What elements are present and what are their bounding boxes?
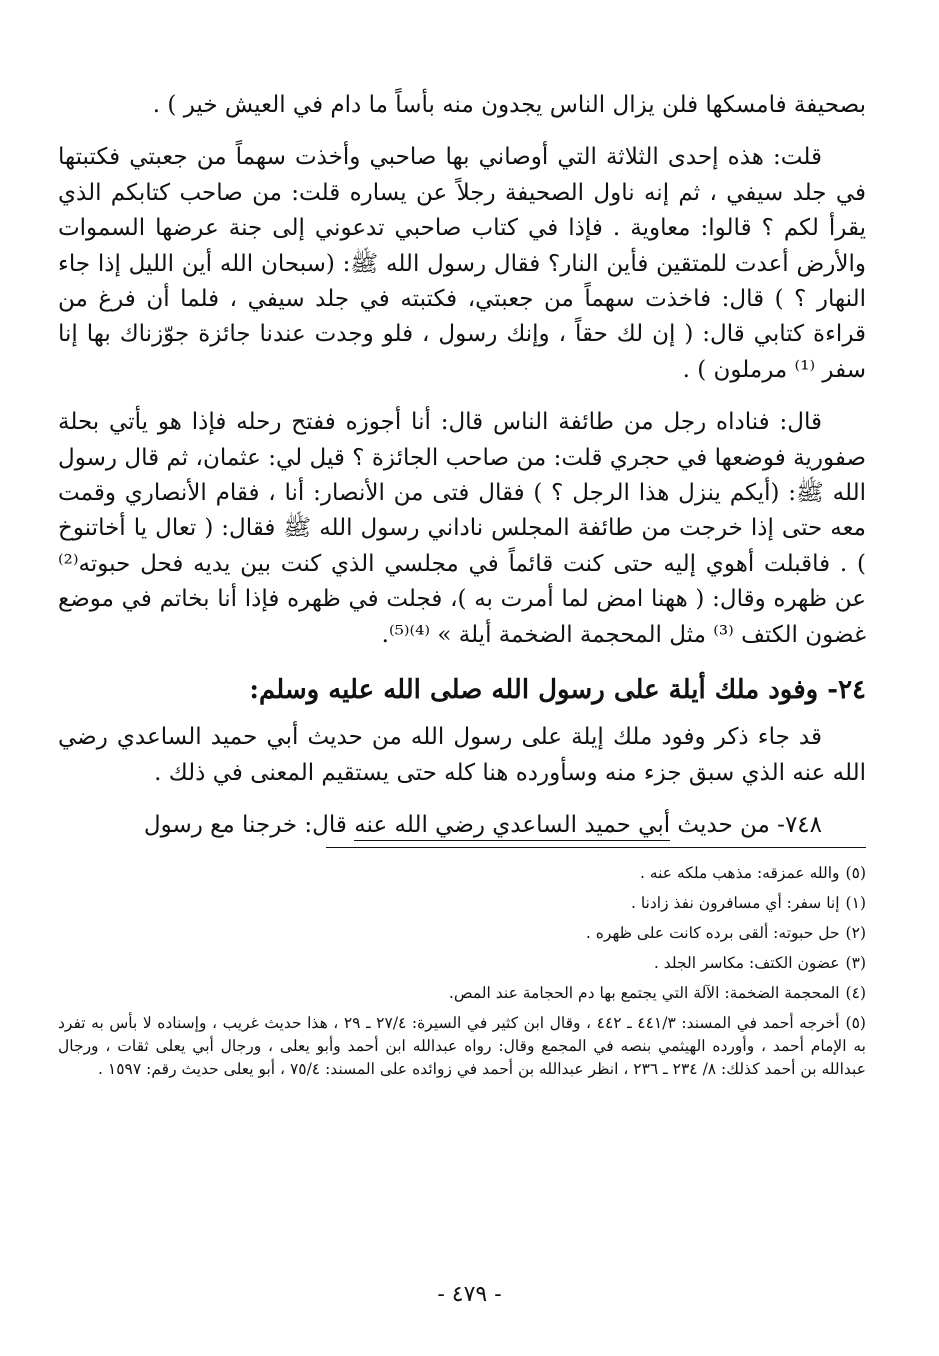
- footnote-text: والله عمزقه: مذهب ملكه عنه .: [639, 863, 840, 882]
- section-heading: ٢٤- وفود ملك أيلة على رسول الله صلى الله عليه وسلم:: [249, 675, 866, 706]
- footnote-divider: [326, 847, 866, 848]
- footnote-number: (٥): [845, 1013, 866, 1032]
- hadith-underlined: أبي حميد الساعدي رضي الله عنه: [354, 812, 670, 841]
- footnote: [58, 948, 866, 978]
- footnote-text: عضون الكتف: مكاسر الجلد .: [653, 953, 840, 972]
- paragraph-body: قال: فناداه رجل من طائفة الناس قال: أنا أجوزه ففتح رحله فإذا هو يأتي بحلة صفورية فوضعها في حجري قلت: من صاحب الجائزة ؟ قيل لي: عثمان، ثم قال رسول الله ﷺ: (أيكم ينزل هذا الرجل ؟ ) فقال فتى من الأنصار: أنا ، فقام الأنصاري وقمت معه حتى إذا خرجت من طائفة المجلس ناداني رسول الله ﷺ فقال: ( تعال يا أخاتنوخ ) . فاقبلت أهوي إليه حتى كنت قائماً في مجلسي الذي كنت بين يديه فحل حبوته⁽²⁾ عن ظهره وقال: ( ههنا امض لما أمرت به )، فجلت في ظهره فإذا أنا بخاتم في موضع غضون الكتف ⁽³⁾ مثل المحجمة الضخمة أيلة » ⁽⁴⁾⁽⁵⁾.: [58, 409, 866, 648]
- footnote-number: (٥): [845, 863, 866, 882]
- page-body: [58, 88, 866, 1081]
- paragraph-body: قلت: هذه إحدى الثلاثة التي أوصاني بها صاحبي وأخذت سهماً من جعبتي فكتبتها في جلد سيفي ، ثم إنه ناول الصحيفة رجلاً عن يساره قلت: من صاحب كتابكم الذي يقرأ لكم ؟ قالوا: معاوية . فإذا في كتاب صاحبي تدعوني إلى جنة عرضها السموات والأرض أعدت للمتقين فأين النار؟ فقال رسول الله ﷺ: (سبحان الله أين الليل إذا جاء النهار ؟ ) قال: فاخذت سهماً من جعبتي، فكتبته في جلد سيفي ، فلما أن فرغ من قراءة كتابي قال: ( إن لك حقاً ، وإنك رسول ، فلو وجدت عندنا جائزة جوّزناك بها إنا سفر ⁽¹⁾ مرملون ) .: [58, 144, 866, 383]
- footnote: [58, 1012, 866, 1081]
- footnote-number: (٢): [845, 923, 866, 942]
- footnote-text: إنا سفر: أي مسافرون نفذ زادنا .: [630, 893, 840, 912]
- footnotes: [58, 858, 866, 1081]
- intro-paragraph: قد جاء ذكر وفود ملك إيلة على رسول الله من حديث أبي حميد الساعدي رضي الله عنه الذي سبق جزء منه وسأورده هنا كله حتى يستقيم المعنى في ذلك .: [58, 724, 866, 786]
- footnote-number: (١): [845, 893, 866, 912]
- footnote: [58, 918, 866, 948]
- footnote-text: المحجمة الضخمة: الآلة التي يجتمع بها دم الحجامة عند المص.: [448, 983, 840, 1002]
- footnote-text: حل حبوته: ألقى برده كانت على ظهره .: [585, 923, 840, 942]
- footnote: [58, 858, 866, 888]
- footnote: [58, 888, 866, 918]
- page-number: - ٤٧٩ -: [437, 1282, 502, 1307]
- footnote-number: (٤): [845, 983, 866, 1002]
- hadith-lead: ٧٤٨- من حديث: [670, 811, 822, 838]
- footnote: [58, 978, 866, 1008]
- paragraph-continuation: بصحيفة فامسكها فلن يزال الناس يجدون منه بأساً ما دام في العيش خير ) .: [152, 92, 866, 118]
- hadith-tail: قال: خرجنا مع رسول: [143, 811, 355, 838]
- footnote-text: أخرجه أحمد في المسند: ٤٤١/٣ ـ ٤٤٢ ، وقال ابن كثير في السيرة: ٢٧/٤ ـ ٢٩ ، هذا حديث غريب ، وإسناده لا بأس به تفرد به الإمام أحمد ، وأورده الهيثمي بنصه في المجمع وقال: رواه عبدالله ابن أحمد وأبو يعلى ، ورجال أبي يعلى ثقات ، ورجال عبدالله بن أحمد كذلك: ٨/ ٢٣٤ ـ ٢٣٦ ، انظر عبدالله بن أحمد في زوائده على المسند: ٧٥/٤ ، أبو يعلى حديث رقم: ١٥٩٧ .: [58, 1013, 866, 1078]
- hadith-line: [58, 808, 866, 843]
- footnote-number: (٣): [845, 953, 866, 972]
